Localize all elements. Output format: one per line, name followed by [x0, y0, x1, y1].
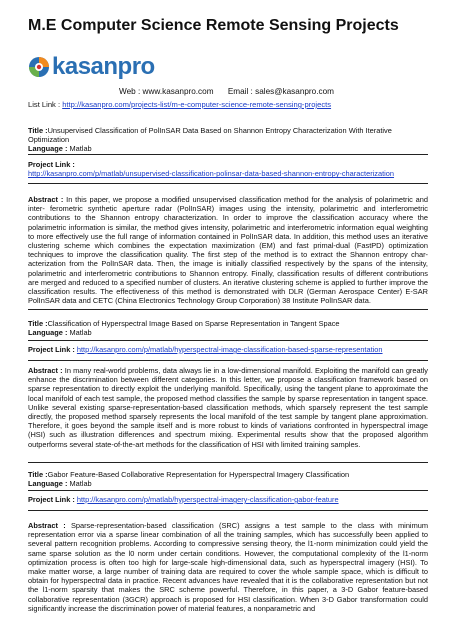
project-2-link-line — [28, 345, 428, 354]
kasanpro-logo-icon — [28, 56, 50, 78]
logo-text: kasanpro — [52, 53, 155, 80]
project-link-label: Project Link : — [28, 495, 75, 504]
abstract-text: In this paper, we propose a modified unsupervised classification method for the analysis of polarimetric and inter- ferometric synthetic aperture radar (PolInSAR) images using the intensity, polarimetric and interferometric contributions to the Shannon entropy characterization. In order to improve the classification accuracy where the polarimetric information is similar, the method gives intensity, polarimetric and interferometric information equal weighting to more effectively use the full range of information contained in PolInSAR data. In addition, this method uses an iterative clustering scheme which combines the expectation maximization (EM) and fast primal-dual (FastPD) optimization techniques to improve the classification quality. The first step of the method is to extract the Shannon entropy char- acterization from the PolInSAR data. Then, the image is initially classified respectively by the spans of the intensity, polarimetric and interferometric contributions to Shannon entropy. Finally, classification results of different contributions are merged and reduced to a specified number of clusters. An iterative clustering scheme is applied to further improve the classification results. The effectiveness of this method is demonstrated with DLR (German Aerospace Center) E-SAR PolInSAR data and CETC (China Electronics Technology Group Corporation) 38 Institute PolInSAR data. — [28, 195, 428, 306]
project-1-abstract — [28, 195, 428, 305]
project-link[interactable]: http://kasanpro.com/p/matlab/hyperspectral-imagery-classification-gabor-feature — [76, 495, 339, 504]
project-title: Unsupervised Classification of PolInSAR Data Based on Shannon Entropy Characterization With Iterative Optimization — [28, 126, 392, 145]
project-title: Gabor Feature-Based Collaborative Representation for Hyperspectral Imagery Classification — [47, 470, 350, 479]
kasanpro-logo — [28, 52, 155, 82]
project-language: Matlab — [69, 144, 92, 154]
project-title: Classification of Hyperspectral Image Based on Sparse Representation in Tangent Space — [47, 319, 340, 328]
project-link[interactable]: http://kasanpro.com/p/matlab/unsupervised-classification-polinsar-data-based-shannon-entropy-characterization — [28, 169, 395, 179]
contact-line — [0, 87, 453, 96]
project-2-header — [28, 319, 428, 337]
email-text: Email : sales@kasanpro.com — [227, 87, 334, 96]
divider — [28, 154, 428, 155]
project-3-header — [28, 470, 428, 488]
divider — [28, 510, 428, 511]
page-title: M.E Computer Science Remote Sensing Projects — [28, 17, 399, 34]
project-1-header — [28, 126, 428, 154]
divider — [28, 340, 428, 341]
abstract-text: Sparse-representation-based classification (SRC) assigns a test sample to the class with minimum representation error via a sparse linear combination of all the training samples, which has successfully been applied to several pattern recognition problems. According to compressive sensing theory, the l1-norm minimization could yield the same sparse solution as the l0 norm under certain conditions. However, the computational complexity of the l1-norm optimization process is often too high for large-scale high-dimensional data, such as hyperspectral imagery (HSI). To make matter worse, a large number of training data are required to cover the whole sample space, which is difficult to obtain for hyperspectral data in practice. Recent advances have revealed that it is the collaborative representation but not the l1-norm sparsity that makes the SRC scheme powerful. Therefore, in this paper, a 3-D Gabor feature-based collaborative representation (3GCR) approach is proposed for HSI classification. When 3-D Gabor transformation could significantly increase the discrimination power of material features, a nonparametric and — [28, 521, 428, 613]
website-text: Web : www.kasanpro.com — [119, 87, 214, 96]
project-link-label: Project Link : — [28, 160, 75, 169]
list-link-line — [28, 100, 331, 109]
project-3-abstract — [28, 521, 428, 613]
divider — [28, 309, 428, 310]
language-label: Language : — [28, 479, 68, 489]
title-label: Title : — [28, 470, 48, 479]
divider — [28, 462, 428, 463]
divider — [28, 490, 428, 491]
project-2-abstract — [28, 366, 428, 449]
list-link-label: List Link : — [28, 100, 61, 109]
project-language: Matlab — [69, 328, 92, 338]
abstract-label: Abstract : — [28, 195, 64, 204]
project-3-link-line — [28, 495, 428, 504]
abstract-label: Abstract : — [28, 521, 66, 530]
project-language: Matlab — [69, 479, 92, 489]
language-label: Language : — [28, 144, 68, 154]
abstract-text: In many real-world problems, data always lie in a low-dimensional manifold. Exploiting the manifold can greatly enhance the discrimination between different categories. In this letter, we propose a classification framework based on sparse representation to directly exploit the underlying manifold. Specifically, using the tangent plane to approximate the local manifold of each test sample, the proposed method classifies the sample by sparse representation in tangent space. Unlike several existing sparse-representation-based classification methods, which sparsely represent the test sample directly, the proposed method sparsely represents the local manifold of the test sample by tangent plane approximation. Therefore, it goes beyond the sample itself and is more robust to kinds of variations confronted in hyperspectral image (HSI) such as illustration differences and spectrum mixing. Experimental results show that the proposed algorithm outperforms several state-of-the-art methods for the classification of HSI with limited training samples. — [28, 366, 429, 449]
title-label: Title : — [28, 319, 48, 328]
title-label: Title : — [28, 126, 48, 135]
divider — [28, 183, 428, 184]
language-label: Language : — [28, 328, 68, 338]
project-1-link-line — [28, 160, 428, 178]
project-link[interactable]: http://kasanpro.com/p/matlab/hyperspectral-image-classification-based-sparse-representation — [76, 345, 383, 354]
divider — [28, 360, 428, 361]
abstract-label: Abstract : — [28, 366, 63, 375]
list-link[interactable]: http://kasanpro.com/projects-list/m-e-computer-science-remote-sensing-projects — [62, 100, 332, 109]
project-link-label: Project Link : — [28, 345, 75, 354]
